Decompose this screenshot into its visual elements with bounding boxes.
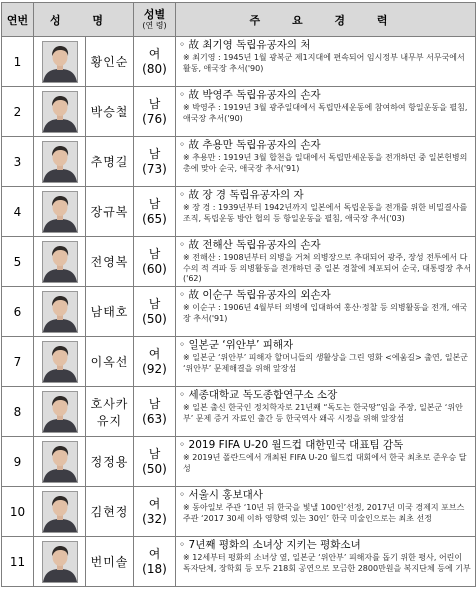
row-number: 6 — [2, 287, 34, 337]
person-name: 전영복 — [86, 237, 134, 287]
person-name: 정정용 — [86, 437, 134, 487]
career-detail: ※ 최기영 : 1945년 1월 광복군 제1지대에 편속되어 임시정부 내무부 서무국에서 활동, 애국장 추서('90) — [183, 53, 465, 73]
age-value: (65) — [142, 211, 167, 226]
sex-value: 남 — [148, 196, 161, 211]
row-number: 10 — [2, 487, 34, 537]
portrait-photo — [42, 91, 78, 133]
career-cell — [176, 87, 476, 137]
person-name: 추명길 — [86, 137, 134, 187]
person-icon — [43, 442, 77, 482]
row-number: 2 — [2, 87, 34, 137]
row-number: 11 — [2, 537, 34, 587]
age-value: (80) — [142, 61, 167, 76]
career-headline: ◦ 故 추용만 독립유공자의 손자 — [179, 139, 321, 151]
age-value: (92) — [142, 361, 167, 376]
sex-value: 여 — [148, 346, 161, 361]
career-cell — [176, 487, 476, 537]
person-name: 번미솔 — [86, 537, 134, 587]
portrait-photo — [42, 141, 78, 183]
career-headline: ◦ 서울시 홍보대사 — [179, 489, 263, 501]
sex-age-cell — [134, 37, 176, 87]
table-row — [2, 287, 476, 337]
table-row — [2, 337, 476, 387]
age-value: (60) — [142, 261, 167, 276]
table-row — [2, 437, 476, 487]
portrait-cell — [34, 537, 86, 587]
career-detail: ※ 박영주 : 1919년 3월 광주일대에서 독립만세운동에 참여하여 항일운동을 펼침, 애국장 추서('90) — [183, 103, 468, 123]
person-icon — [43, 192, 77, 232]
career-cell — [176, 187, 476, 237]
row-number: 5 — [2, 237, 34, 287]
table-row — [2, 237, 476, 287]
person-name: 남태호 — [86, 287, 134, 337]
career-detail: ※ 추용만 : 1919년 3월 합천읍 일대에서 독립만세운동을 전개하던 중 일본헌병의 총에 맞아 순국, 애국장 추서('91) — [183, 153, 468, 173]
career-cell — [176, 37, 476, 87]
career-headline: ◦ 일본군 ‘위안부’ 피해자 — [179, 339, 294, 351]
row-number: 1 — [2, 37, 34, 87]
person-icon — [43, 142, 77, 182]
person-name: 장규복 — [86, 187, 134, 237]
sex-value: 남 — [148, 396, 161, 411]
row-number: 4 — [2, 187, 34, 237]
career-detail: ※ 2019년 폴란드에서 개최된 FIFA U-20 월드컵 대회에서 한국 최초로 준우승 달성 — [183, 453, 467, 473]
table-row — [2, 487, 476, 537]
portrait-photo — [42, 191, 78, 233]
career-cell — [176, 137, 476, 187]
header-no: 연번 — [2, 3, 34, 37]
row-number: 7 — [2, 337, 34, 387]
age-value: (50) — [142, 461, 167, 476]
age-value: (76) — [142, 111, 167, 126]
sex-value: 여 — [148, 46, 161, 61]
sex-age-cell — [134, 187, 176, 237]
table-row — [2, 537, 476, 587]
sex-age-cell — [134, 387, 176, 437]
person-icon — [43, 242, 77, 282]
sex-age-cell — [134, 287, 176, 337]
sex-value: 여 — [148, 496, 161, 511]
career-headline: ◦ 故 박영주 독립유공자의 손자 — [179, 89, 321, 101]
portrait-photo — [42, 541, 78, 583]
career-cell — [176, 437, 476, 487]
person-icon — [43, 542, 77, 582]
table-row — [2, 387, 476, 437]
person-icon — [43, 92, 77, 132]
person-name: 박승철 — [86, 87, 134, 137]
sex-value: 남 — [148, 296, 161, 311]
age-value: (73) — [142, 161, 167, 176]
sex-value: 남 — [148, 146, 161, 161]
person-name: 호사카 유지 — [86, 387, 134, 437]
career-headline: ◦ 故 장 경 독립유공자의 자 — [179, 189, 304, 201]
person-name: 황인순 — [86, 37, 134, 87]
row-number: 3 — [2, 137, 34, 187]
career-detail: ※ 전해산 : 1908년부터 의병을 거쳐 의병장으로 추대되어 광주, 장성 전투에서 다수의 적 격파 등 의병활동을 전개하던 중 일본 경찰에 체포되어 순국, 대통령장 추서('62) — [183, 253, 472, 283]
career-detail: ※ 12세부터 평화의 소녀상 옆, 일본군 ‘위안부’ 피해자를 돕기 위한 평사, 어린이 독자단체, 장학회 등 모두 218회 공연으로 모금한 2800만원을 복지단체 등에 기부 — [183, 553, 471, 573]
sex-value: 남 — [148, 246, 161, 261]
career-detail: ※ 동아일보 주관 ‘10년 뒤 한국을 빛낼 100인’선정, 2017년 미국 경제지 포브스 주관 ‘2017 30세 이하 영향력 있는 30인’ 한국 미술인으로는 최초 선정 — [183, 503, 465, 523]
career-cell — [176, 387, 476, 437]
person-icon — [43, 42, 77, 82]
sex-value: 여 — [148, 546, 161, 561]
career-cell — [176, 287, 476, 337]
person-icon — [43, 492, 77, 532]
portrait-cell — [34, 137, 86, 187]
age-value: (50) — [142, 311, 167, 326]
person-icon — [43, 342, 77, 382]
portrait-photo — [42, 441, 78, 483]
row-number: 8 — [2, 387, 34, 437]
career-detail: ※ 일본군 ‘위안부’ 피해자 할머니들의 생활상을 그린 영화 <에움길> 출연, 일본군 ‘위안부’ 문제해결을 위해 앞장섬 — [183, 353, 469, 373]
portrait-cell — [34, 437, 86, 487]
header-name: 성 명 — [34, 3, 134, 37]
portrait-cell — [34, 387, 86, 437]
career-cell — [176, 537, 476, 587]
career-detail: ※ 장 경 : 1939년부터 1942년까지 일본에서 독립운동을 전개를 위한 비밀결사를 조직, 독립운동 방안 협의 등 항일운동을 펼침, 애국장 추서('03) — [183, 203, 468, 223]
portrait-photo — [42, 341, 78, 383]
honoree-table — [1, 2, 476, 587]
table-row — [2, 87, 476, 137]
sex-value: 남 — [148, 446, 161, 461]
career-headline: ◦ 2019 FIFA U-20 월드컵 대한민국 대표팀 감독 — [179, 439, 404, 451]
portrait-photo — [42, 41, 78, 83]
age-value: (63) — [142, 411, 167, 426]
portrait-cell — [34, 237, 86, 287]
sex-value: 남 — [148, 96, 161, 111]
person-icon — [43, 292, 77, 332]
portrait-cell — [34, 187, 86, 237]
portrait-cell — [34, 87, 86, 137]
person-name: 김현정 — [86, 487, 134, 537]
portrait-cell — [34, 37, 86, 87]
career-headline: ◦ 故 이순구 독립유공자의 외손자 — [179, 289, 331, 301]
header-career: 주 요 경 력 — [176, 3, 476, 37]
career-cell — [176, 337, 476, 387]
career-headline: ◦ 故 최기영 독립유공자의 처 — [179, 39, 311, 51]
career-detail: ※ 이순구 : 1906년 4월부터 의병에 입대하여 홍산·정찰 등 의병활동을 전개, 애국장 추서('91) — [183, 303, 468, 323]
person-name: 이옥선 — [86, 337, 134, 387]
table-row — [2, 137, 476, 187]
sex-age-cell — [134, 137, 176, 187]
career-detail: ※ 일본 출신 한국인 정치학자로 21년째 “독도는 한국땅”임을 주장, 일본군 ‘위안부’ 문제 증거 자료인 출간 등 한국역사 왜곡 시정을 위해 앞장섬 — [183, 403, 463, 423]
sex-age-cell — [134, 337, 176, 387]
portrait-photo — [42, 391, 78, 433]
table-header-row — [2, 3, 476, 37]
age-value: (32) — [142, 511, 167, 526]
sex-age-cell — [134, 487, 176, 537]
row-number: 9 — [2, 437, 34, 487]
header-sex-sub: (연 령) — [142, 20, 167, 30]
career-headline: ◦ 7년째 평화의 소녀상 지키는 평화소녀 — [179, 539, 361, 551]
career-headline: ◦ 故 전해산 독립유공자의 손자 — [179, 239, 321, 251]
sex-age-cell — [134, 537, 176, 587]
portrait-photo — [42, 241, 78, 283]
header-sex: 성별 (연 령) — [134, 3, 176, 37]
career-cell — [176, 237, 476, 287]
table-row — [2, 187, 476, 237]
sex-age-cell — [134, 237, 176, 287]
sex-age-cell — [134, 87, 176, 137]
table-row — [2, 37, 476, 87]
portrait-photo — [42, 291, 78, 333]
portrait-cell — [34, 287, 86, 337]
portrait-photo — [42, 491, 78, 533]
portrait-cell — [34, 337, 86, 387]
portrait-cell — [34, 487, 86, 537]
age-value: (18) — [142, 561, 167, 576]
person-icon — [43, 392, 77, 432]
career-headline: ◦ 세종대학교 독도종합연구소 소장 — [179, 389, 338, 401]
sex-age-cell — [134, 437, 176, 487]
